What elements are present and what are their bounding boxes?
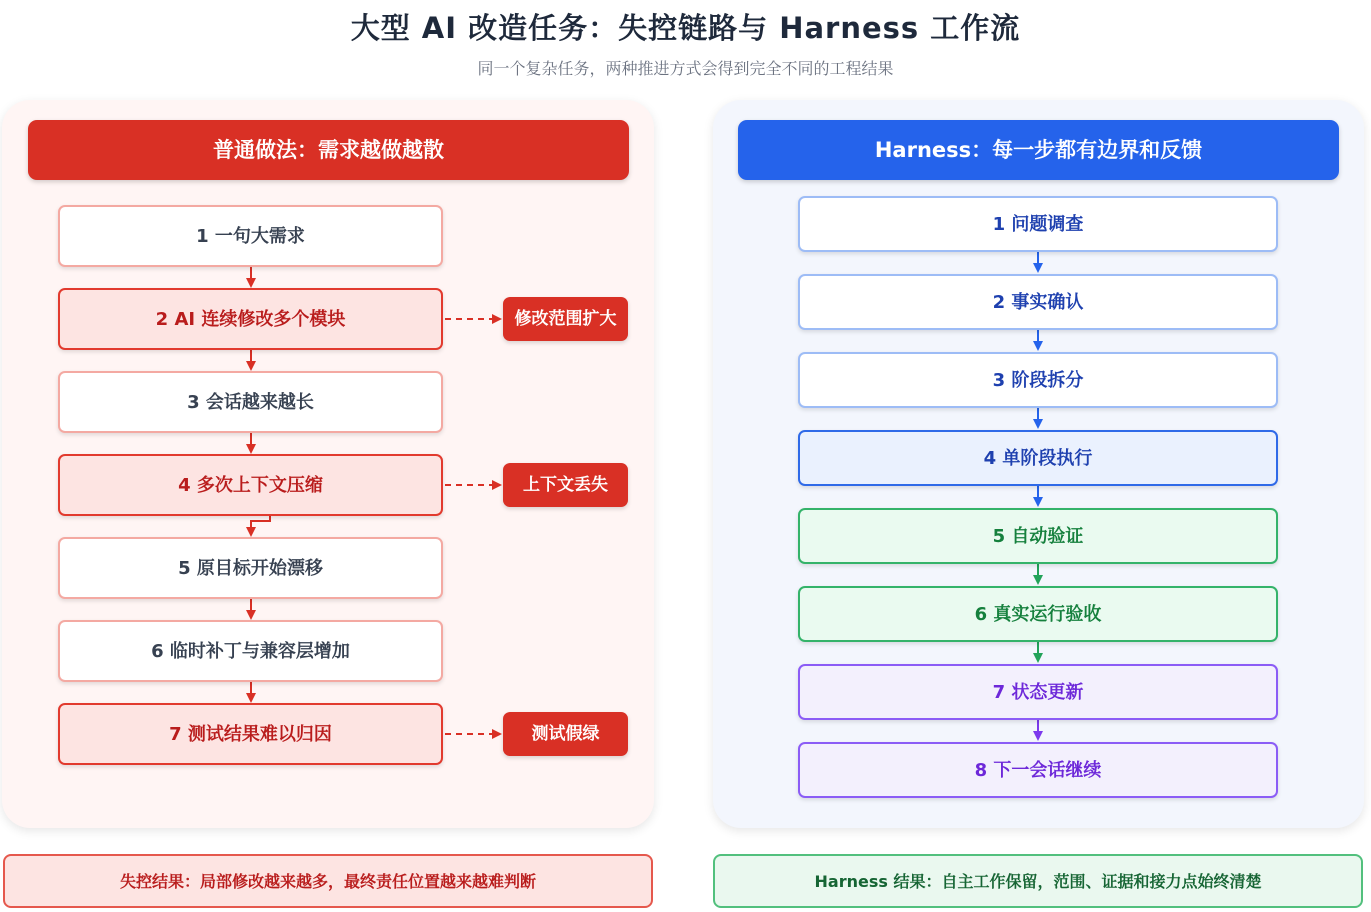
tag-scope-expansion: 修改范围扩大 (503, 297, 628, 341)
tag-context-loss: 上下文丢失 (503, 463, 628, 507)
right-step-4: 4 单阶段执行 (798, 430, 1278, 486)
left-arrow-4-5 (251, 516, 270, 535)
right-step-1: 1 问题调查 (798, 196, 1278, 252)
tag-false-green-tests: 测试假绿 (503, 712, 628, 756)
right-result-box: Harness 结果：自主工作保留，范围、证据和接力点始终清楚 (713, 854, 1363, 908)
right-step-6: 6 真实运行验收 (798, 586, 1278, 642)
left-step-5: 5 原目标开始漂移 (58, 537, 443, 599)
left-step-6: 6 临时补丁与兼容层增加 (58, 620, 443, 682)
left-step-1: 1 一句大需求 (58, 205, 443, 267)
left-step-7: 7 测试结果难以归因 (58, 703, 443, 765)
right-step-5: 5 自动验证 (798, 508, 1278, 564)
left-step-4: 4 多次上下文压缩 (58, 454, 443, 516)
left-result-box: 失控结果：局部修改越来越多，最终责任位置越来越难判断 (3, 854, 653, 908)
page-subtitle: 同一个复杂任务，两种推进方式会得到完全不同的工程结果 (477, 59, 894, 78)
left-panel-header: 普通做法：需求越做越散 (28, 120, 629, 180)
right-step-7: 7 状态更新 (798, 664, 1278, 720)
left-step-3: 3 会话越来越长 (58, 371, 443, 433)
right-panel-header: Harness：每一步都有边界和反馈 (738, 120, 1339, 180)
page-title: 大型 AI 改造任务：失控链路与 Harness 工作流 (350, 11, 1021, 45)
right-step-3: 3 阶段拆分 (798, 352, 1278, 408)
right-step-8: 8 下一会话继续 (798, 742, 1278, 798)
right-step-2: 2 事实确认 (798, 274, 1278, 330)
left-step-2: 2 AI 连续修改多个模块 (58, 288, 443, 350)
